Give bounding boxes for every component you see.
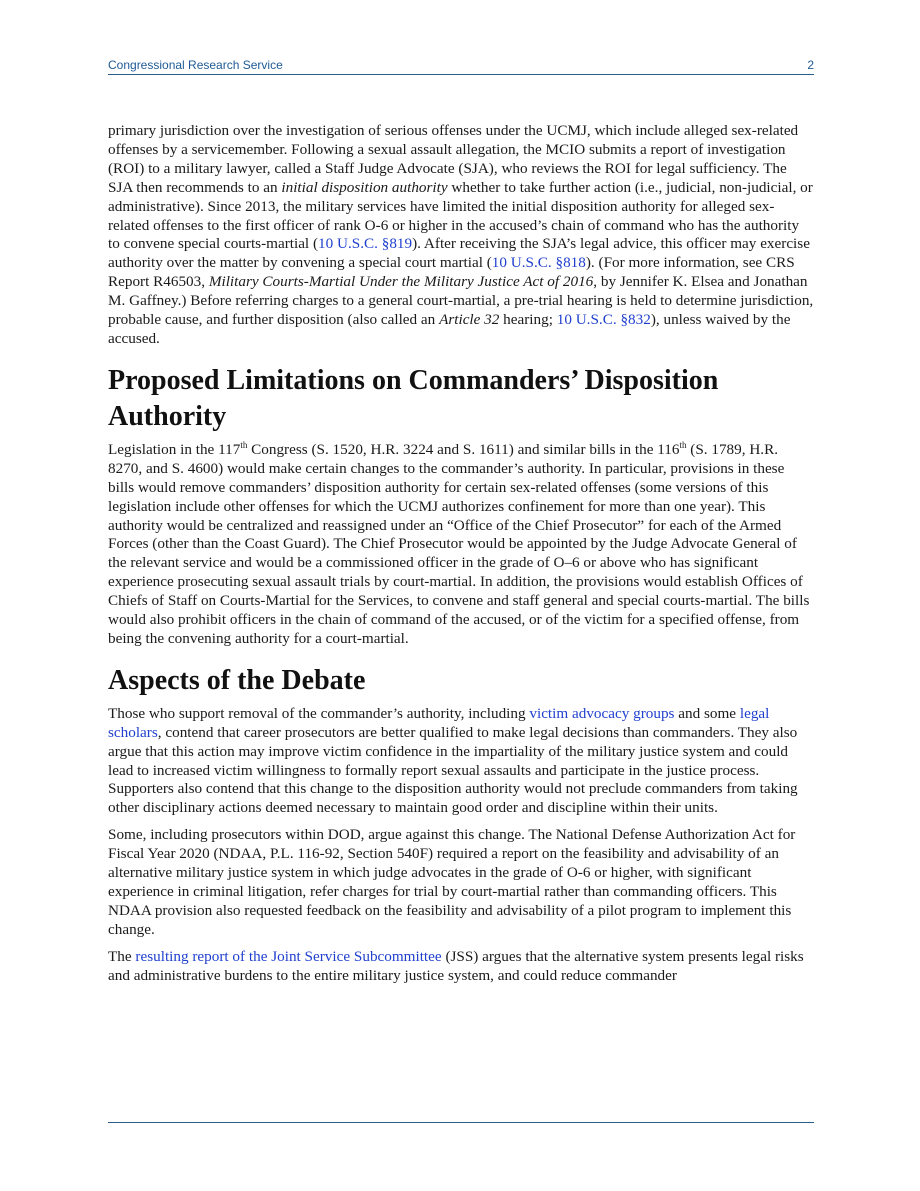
supporters-paragraph bbox=[108, 705, 814, 818]
italic-term: initial disposition authority bbox=[281, 178, 448, 196]
text-run: Those who support removal of the commander’s authority, including bbox=[108, 704, 530, 722]
text-run: The bbox=[108, 947, 136, 965]
text-run: ). (For more information, see CRS Report R46503, bbox=[108, 254, 795, 291]
opponents-paragraph: Some, including prosecutors within DOD, argue against this change. The National Defense Authorization Act for Fiscal Year 2020 (NDAA, P.L. 116-92, Section 540F) required a report on the feasibility and advisability of an alternative military justice system in which judge advocates in the grade of O-6 or higher, with significant experience in criminal litigation, refer charges for trial by court-martial rather than commanding officers. This NDAA provision also requested feedback on the feasibility and advisability of a pilot program to implement this change. bbox=[108, 826, 796, 938]
text-run: (S. 1789, H.R. 8270, and S. 4600) would make certain changes to the commander’s authority. In particular, provisions in these bills would remove commanders’ disposition authority for certain sex-related offenses (some versions of this legislation include other offenses for which the UCMJ authorizes confinement for more than one year). This authority would be centralized and reassigned under an “Office of the Chief Prosecutor” for each of the Armed Forces (other than the Coast Guard). The Chief Prosecutor would be appointed by the Judge Advocate General of the relevant service and would be a commissioned officer in the grade of O–6 or above who has significant experience prosecuting sexual assault trials by court-martial. In addition, the provisions would establish Offices of Chiefs of Staff on Courts-Martial for the Services, to convene and staff general and special courts-martial. The bills would also prohibit officers in the chain of command of the accused, or of the victim for a specified offense, from being the convening authority for a court-martial. bbox=[108, 440, 810, 647]
link-10-usc-818[interactable]: 10 U.S.C. §818 bbox=[491, 254, 586, 272]
section-heading-proposed-limitations: Proposed Limitations on Commanders’ Disposition Authority bbox=[108, 364, 719, 432]
italic-term: Article 32 bbox=[439, 311, 500, 329]
link-legal-scholars[interactable]: legal scholars bbox=[108, 704, 770, 741]
footer-divider bbox=[108, 1122, 814, 1123]
legislation-paragraph bbox=[108, 441, 814, 649]
jss-report-paragraph bbox=[108, 948, 814, 986]
text-run: ). After receiving the SJA’s legal advice, this officer may exercise authority over the matter by convening a special court martial ( bbox=[108, 235, 810, 272]
link-victim-advocacy-groups[interactable]: victim advocacy groups bbox=[529, 704, 675, 722]
link-10-usc-819[interactable]: 10 U.S.C. §819 bbox=[318, 235, 413, 253]
header-org-name: Congressional Research Service bbox=[108, 58, 283, 72]
text-run: Congress (S. 1520, H.R. 3224 and S. 1611) and similar bills in the 116 bbox=[247, 440, 680, 458]
text-run: ), unless waived by the accused. bbox=[108, 311, 791, 347]
text-run: , contend that career prosecutors are better qualified to make legal decisions than commanders. They also argue that this action may improve victim confidence in the impartiality of the military justice system and could lead to increased victim willingness to formally report sexual assaults and participate in the justice process. Supporters also contend that this change to the disposition authority would not preclude commanders from taking other disciplinary actions deemed necessary to maintain good order and discipline within their units. bbox=[108, 723, 798, 817]
link-jss-report[interactable]: resulting report of the Joint Service Subcommittee bbox=[135, 947, 442, 965]
page-header bbox=[108, 56, 814, 75]
text-run: Legislation in the 117 bbox=[108, 440, 241, 458]
text-run: whether to take further action (i.e., judicial, non-judicial, or administrative). Since 2013, the military services have limited the initial disposition authority for alleged sex-related offenses to the first officer of rank O-6 or higher in the accused’s chain of command who has the authority to convene special courts-martial ( bbox=[108, 178, 813, 253]
superscript: th bbox=[679, 439, 687, 450]
superscript: th bbox=[240, 439, 248, 450]
text-run: (JSS) argues that the alternative system presents legal risks and administrative burdens to the entire military justice system, and could reduce commander bbox=[108, 947, 804, 984]
text-run: primary jurisdiction over the investigation of serious offenses under the UCMJ, which include alleged sex-related offenses by a servicemember. Following a sexual assault allegation, the MCIO submits a report of investigation (ROI) to a military lawyer, called a Staff Judge Advocate (SJA), who reviews the ROI for legal sufficiency. The SJA then recommends to an bbox=[108, 122, 799, 196]
intro-paragraph bbox=[108, 122, 814, 349]
text-run: , by Jennifer K. Elsea and Jonathan M. Gaffney.) Before referring charges to a general court-martial, a pre-trial hearing is held to determine jurisdiction, probable cause, and further disposition (also called an bbox=[108, 273, 814, 329]
text-run: and some bbox=[674, 704, 740, 722]
text-run: hearing; bbox=[499, 311, 557, 329]
italic-report-title: Military Courts-Martial Under the Military Justice Act of 2016 bbox=[208, 273, 594, 291]
document-body bbox=[108, 122, 814, 994]
section-heading-aspects-of-debate: Aspects of the Debate bbox=[108, 664, 366, 696]
page-number: 2 bbox=[807, 58, 814, 72]
link-10-usc-832[interactable]: 10 U.S.C. §832 bbox=[556, 311, 651, 329]
